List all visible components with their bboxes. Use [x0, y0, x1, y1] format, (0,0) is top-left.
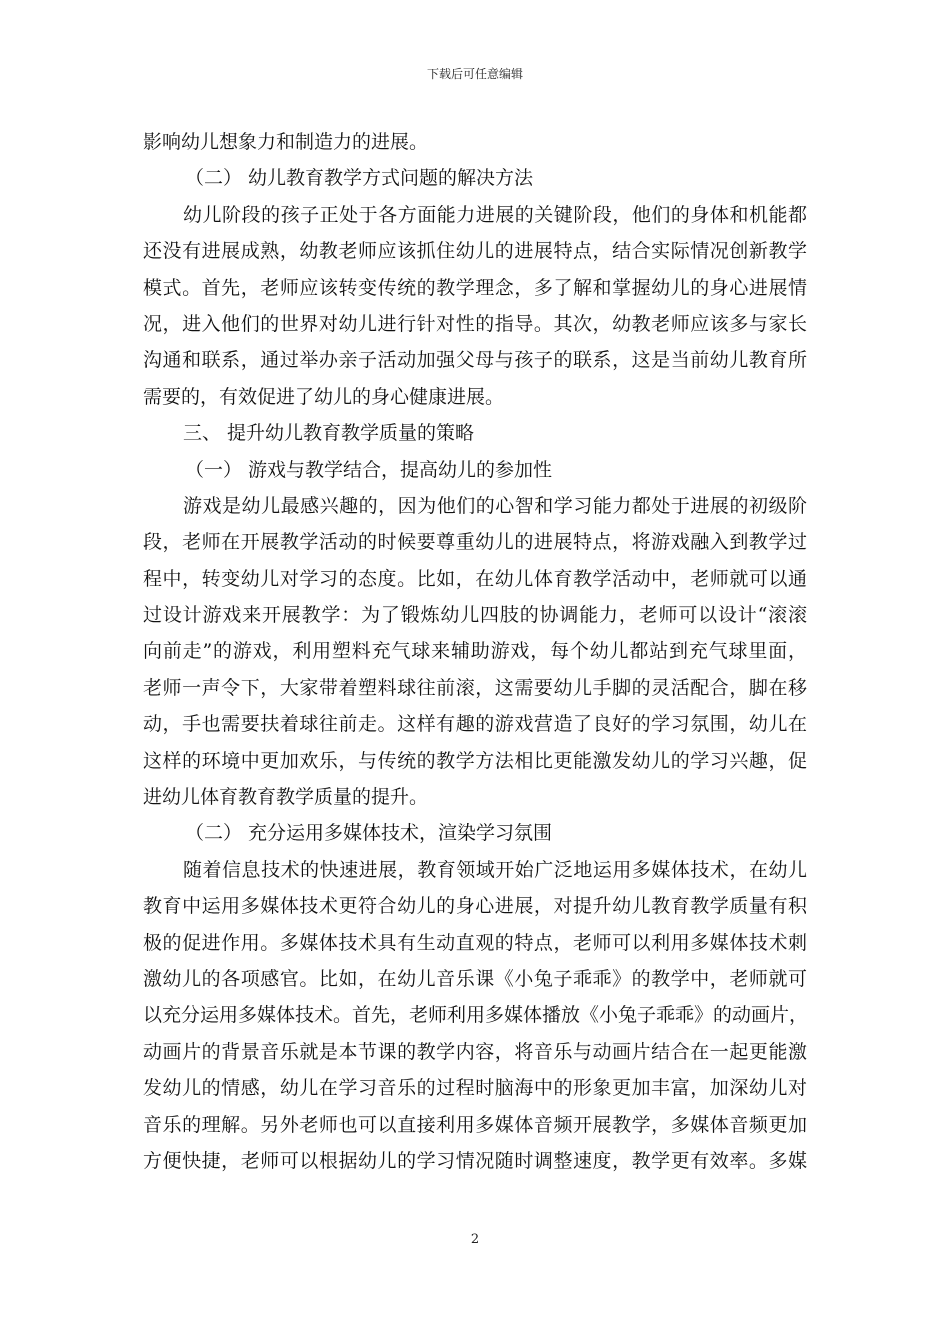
text-line: 方便快捷，老师可以根据幼儿的学习情况随时调整速度，教学更有效率。多媒 [143, 1149, 807, 1172]
text-line: 游戏是幼儿最感兴趣的，因为他们的心智和学习能力都处于进展的初级阶 [183, 494, 807, 517]
text-line: 向前走”的游戏，利用塑料充气球来辅助游戏，每个幼儿都站到充气球里面， [143, 640, 807, 663]
page-number: 2 [470, 1232, 480, 1247]
text-line: 需要的，有效促进了幼儿的身心健康进展。 [143, 385, 505, 408]
text-line: 这样的环境中更加欢乐，与传统的教学方法相比更能激发幼儿的学习兴趣，促 [143, 749, 807, 772]
text-line: 沟通和联系，通过举办亲子活动加强父母与孩子的联系，这是当前幼儿教育所 [143, 349, 807, 372]
body-text [143, 124, 807, 1179]
text-line: 随着信息技术的快速进展，教育领域开始广泛地运用多媒体技术，在幼儿 [183, 858, 807, 881]
section-heading: （一） 游戏与教学结合，提高幼儿的参加性 [185, 458, 553, 481]
text-line: 音乐的理解。另外老师也可以直接利用多媒体音频开展教学，多媒体音频更加 [143, 1113, 807, 1136]
text-line: 动，手也需要扶着球往前走。这样有趣的游戏营造了良好的学习氛围，幼儿在 [143, 713, 807, 736]
section-heading: （二） 充分运用多媒体技术，渲染学习氛围 [185, 822, 553, 845]
text-line: 教育中运用多媒体技术更符合幼儿的身心进展，对提升幼儿教育教学质量有积 [143, 895, 807, 918]
text-line: 激幼儿的各项感官。比如，在幼儿音乐课《小兔子乖乖》的教学中，老师就可 [143, 967, 807, 990]
text-line: 幼儿阶段的孩子正处于各方面能力进展的关键阶段，他们的身体和机能都 [183, 203, 807, 226]
text-line: 发幼儿的情感，幼儿在学习音乐的过程时脑海中的形象更加丰富，加深幼儿对 [143, 1077, 807, 1100]
text-line: 进幼儿体育教育教学质量的提升。 [143, 786, 429, 809]
text-line: 以充分运用多媒体技术。首先，老师利用多媒体播放《小兔子乖乖》的动画片， [143, 1004, 809, 1027]
text-line: 动画片的背景音乐就是本节课的教学内容，将音乐与动画片结合在一起更能激 [143, 1040, 807, 1063]
text-line: 还没有进展成熟，幼教老师应该抓住幼儿的进展特点，结合实际情况创新教学 [143, 240, 807, 263]
section-heading: 三、 提升幼儿教育教学质量的策略 [183, 422, 475, 445]
text-line: 影响幼儿想象力和制造力的进展。 [143, 131, 429, 153]
text-line: 况，进入他们的世界对幼儿进行针对性的指导。其次，幼教老师应该多与家长 [143, 312, 807, 335]
text-line: 段，老师在开展教学活动的时候要尊重幼儿的进展特点，将游戏融入到教学过 [143, 531, 807, 554]
page-header: 下载后可任意编辑 [426, 67, 523, 81]
section-heading: （二） 幼儿教育教学方式问题的解决方法 [185, 167, 534, 190]
text-line: 程中，转变幼儿对学习的态度。比如，在幼儿体育教学活动中，老师就可以通 [143, 567, 807, 590]
text-line: 老师一声令下，大家带着塑料球往前滚，这需要幼儿手脚的灵活配合，脚在移 [143, 676, 807, 699]
text-line: 极的促进作用。多媒体技术具有生动直观的特点，老师可以利用多媒体技术刺 [143, 931, 807, 954]
text-line: 过设计游戏来开展教学：为了锻炼幼儿四肢的协调能力，老师可以设计“滚滚 [143, 604, 807, 627]
text-line: 模式。首先，老师应该转变传统的教学理念，多了解和掌握幼儿的身心进展情 [143, 276, 807, 299]
